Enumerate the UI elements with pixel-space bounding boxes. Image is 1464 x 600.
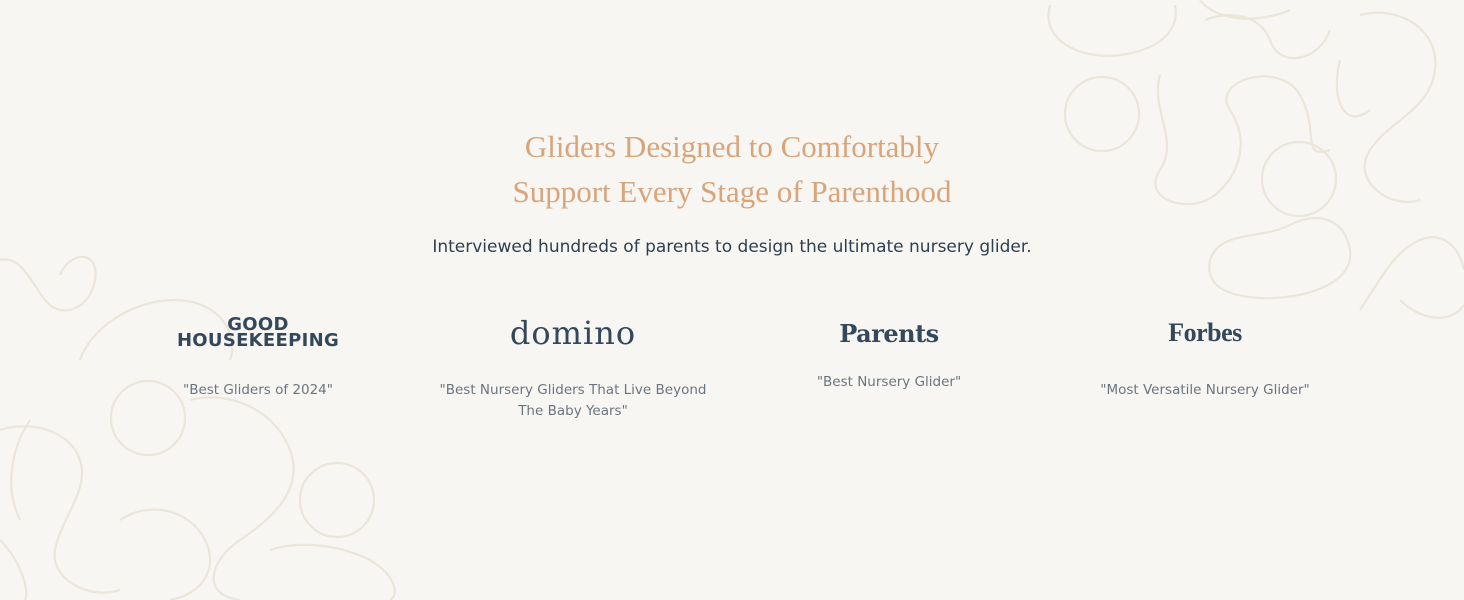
forbes-logo xyxy=(1055,308,1355,358)
domino-logo xyxy=(423,308,723,358)
parents-logo xyxy=(739,308,1039,358)
good-housekeeping-quote: "Best Gliders of 2024" xyxy=(183,382,333,398)
good-housekeeping-logo-line-1: GOOD xyxy=(227,314,289,335)
headline-line-2: Support Every Stage of Parenthood xyxy=(512,174,952,209)
press-item-forbes xyxy=(1055,308,1355,401)
press-item-parents xyxy=(739,308,1039,393)
headline-line-1: Gliders Designed to Comfortably xyxy=(524,129,940,164)
good-housekeeping-logo-line-2: HOUSEKEEPING xyxy=(176,330,340,351)
press-item-domino xyxy=(423,308,723,422)
section-subtitle: Interviewed hundreds of parents to design the ultimate nursery glider. xyxy=(432,237,1032,257)
press-item-good-housekeeping xyxy=(108,308,408,401)
section-headline xyxy=(0,124,1464,214)
domino-quote-line-2: The Baby Years" xyxy=(518,403,628,419)
forbes-quote: "Most Versatile Nursery Glider" xyxy=(1100,382,1310,398)
domino-logo-text: domino xyxy=(509,314,637,352)
good-housekeeping-logo xyxy=(108,308,408,358)
forbes-logo-text: Forbes xyxy=(1168,318,1242,347)
domino-quote xyxy=(423,380,723,422)
domino-quote-line-1: "Best Nursery Gliders That Live Beyond xyxy=(439,382,707,398)
parents-quote: "Best Nursery Glider" xyxy=(816,374,962,390)
parents-logo-text: Parents xyxy=(839,318,939,348)
